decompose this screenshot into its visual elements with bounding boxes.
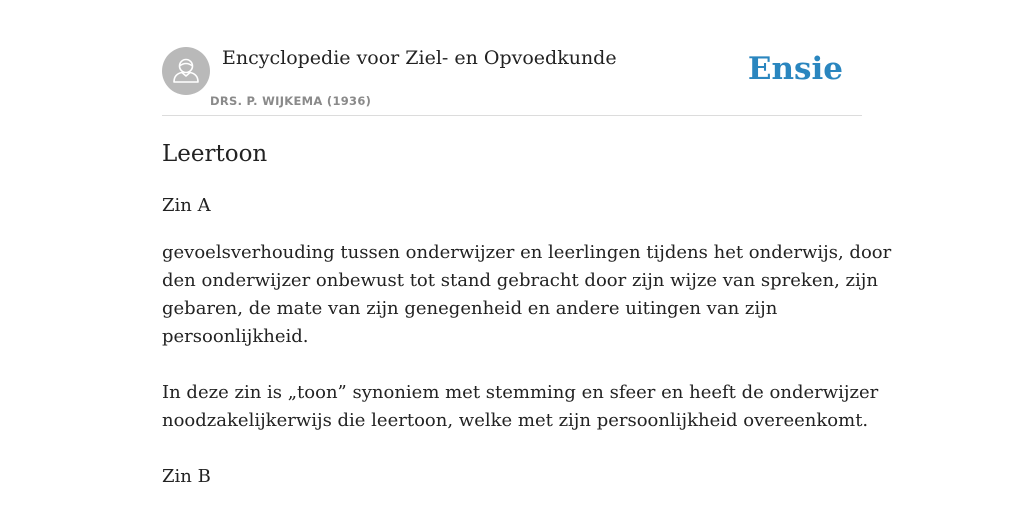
text-line: persoonlijkheid. (162, 326, 309, 347)
section-label: Zin A (162, 195, 211, 216)
paragraph-definition (162, 239, 892, 351)
user-placeholder-icon (162, 47, 210, 95)
section-heading-a (162, 192, 862, 220)
article-title: Leertoon (162, 141, 268, 167)
section-heading-b (162, 463, 862, 491)
text-line: gebaren, de mate van zijn genegenheid en andere uitingen van zijn (162, 298, 778, 319)
section-label: Zin B (162, 466, 211, 487)
text-line: den onderwijzer onbewust tot stand gebracht door zijn wijze van spreken, zijn (162, 270, 878, 291)
text-line: noodzakelijkerwijs die leertoon, welke met zijn persoonlijkheid overeenkomt. (162, 410, 869, 431)
author-avatar[interactable] (162, 47, 210, 95)
paragraph-explanation (162, 379, 879, 435)
author-credit[interactable]: DRS. P. WIJKEMA (1936) (210, 94, 372, 108)
content-container (162, 0, 892, 487)
article-header (162, 0, 862, 116)
text-line: gevoelsverhouding tussen onderwijzer en leerlingen tijdens het onderwijs, door (162, 242, 892, 263)
ensie-logo[interactable]: Ensie (747, 51, 843, 87)
publication-title[interactable]: Encyclopedie voor Ziel- en Opvoedkunde (222, 47, 617, 69)
text-line: In deze zin is „toon” synoniem met stemming en sfeer en heeft de onderwijzer (162, 382, 879, 403)
